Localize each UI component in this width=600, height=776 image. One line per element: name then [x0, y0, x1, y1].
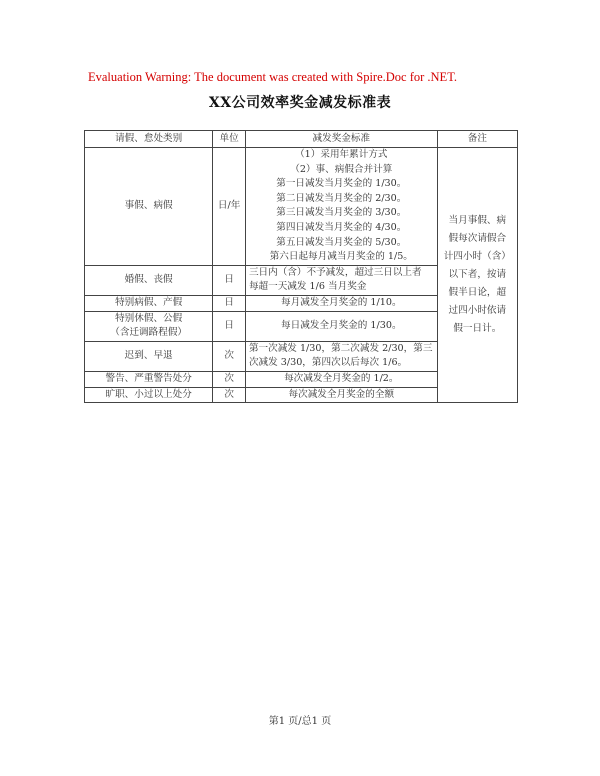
standard-line: 每月减发全月奖金的 1/10。 — [281, 296, 402, 308]
standard-line: 第六日起每月减当月奖金的 1/5。 — [269, 251, 413, 263]
row-category: 特别病假、产假 — [85, 295, 213, 311]
standard-line: 每次减发全月奖金的全额 — [288, 388, 395, 400]
note-line: 过四小时依请 — [448, 305, 507, 317]
standard-line: 每日减发全月奖金的 1/30。 — [281, 319, 402, 331]
row-standard — [245, 311, 437, 341]
note-line: 假每次请假合 — [448, 233, 507, 245]
category-line: （含迁调路程假） — [110, 327, 188, 339]
row-unit: 次 — [213, 341, 246, 371]
note-cell — [437, 148, 517, 403]
standard-line: 每次减发全月奖金的 1/2。 — [284, 372, 399, 384]
row-unit: 日 — [213, 265, 246, 295]
row-standard — [245, 148, 437, 266]
table-header-row — [85, 131, 518, 148]
standard-line: 每超一天减发 1/6 当月奖金 — [248, 281, 367, 293]
standard-line: 第二日减发当月奖金的 2/30。 — [276, 192, 407, 204]
row-category: 警告、严重警告处分 — [85, 371, 213, 387]
row-unit: 次 — [213, 371, 246, 387]
standard-line: 第四日减发当月奖金的 4/30。 — [276, 221, 407, 233]
table-row — [85, 148, 518, 266]
page-footer: 第1 页/总1 页 — [268, 716, 332, 727]
row-unit: 日 — [213, 311, 246, 341]
note-line: 计四小时（含） — [443, 251, 511, 263]
bonus-deduction-table — [84, 130, 518, 403]
document-title: XX公司效率奖金减发标准表 — [208, 95, 392, 111]
row-unit: 次 — [213, 387, 246, 403]
row-standard — [245, 387, 437, 403]
row-category: 事假、病假 — [85, 148, 213, 266]
row-standard — [245, 295, 437, 311]
row-category: 迟到、早退 — [85, 341, 213, 371]
row-standard — [245, 341, 437, 371]
row-category: 旷职、小过以上处分 — [85, 387, 213, 403]
row-unit: 日/年 — [213, 148, 246, 266]
standard-line: 第五日减发当月奖金的 5/30。 — [276, 236, 407, 248]
row-standard — [245, 265, 437, 295]
header-category: 请假、怠处类别 — [85, 131, 213, 148]
standard-line: 三日内（含）不予减发，超过三日以上者 — [248, 266, 422, 278]
standard-line: 第一次减发 1/30，第二次减发 2/30，第三 — [248, 342, 433, 354]
evaluation-warning: Evaluation Warning: The document was created with Spire.Doc for .NET. — [88, 70, 458, 84]
note-line: 当月事假、病 — [448, 215, 507, 227]
category-line: 特别休假、公假 — [115, 312, 183, 324]
standard-line: （1）采用年累计方式 — [295, 149, 388, 160]
note-line: 以下者，按请 — [448, 269, 507, 281]
standard-line: 第三日减发当月奖金的 3/30。 — [276, 207, 407, 219]
row-category — [85, 311, 213, 341]
standard-line: （2）事、病假合并计算 — [290, 163, 393, 175]
note-line: 假半日论，超 — [448, 287, 507, 299]
row-unit: 日 — [213, 295, 246, 311]
row-category: 婚假、丧假 — [85, 265, 213, 295]
header-note: 备注 — [437, 131, 517, 148]
standard-line: 次减发 3/30，第四次以后每次 1/6。 — [248, 357, 408, 369]
row-standard — [245, 371, 437, 387]
standard-line: 第一日减发当月奖金的 1/30。 — [276, 178, 407, 190]
header-standard: 减发奖金标准 — [245, 131, 437, 148]
header-unit: 单位 — [213, 131, 246, 148]
note-line: 假一日计。 — [453, 323, 502, 335]
